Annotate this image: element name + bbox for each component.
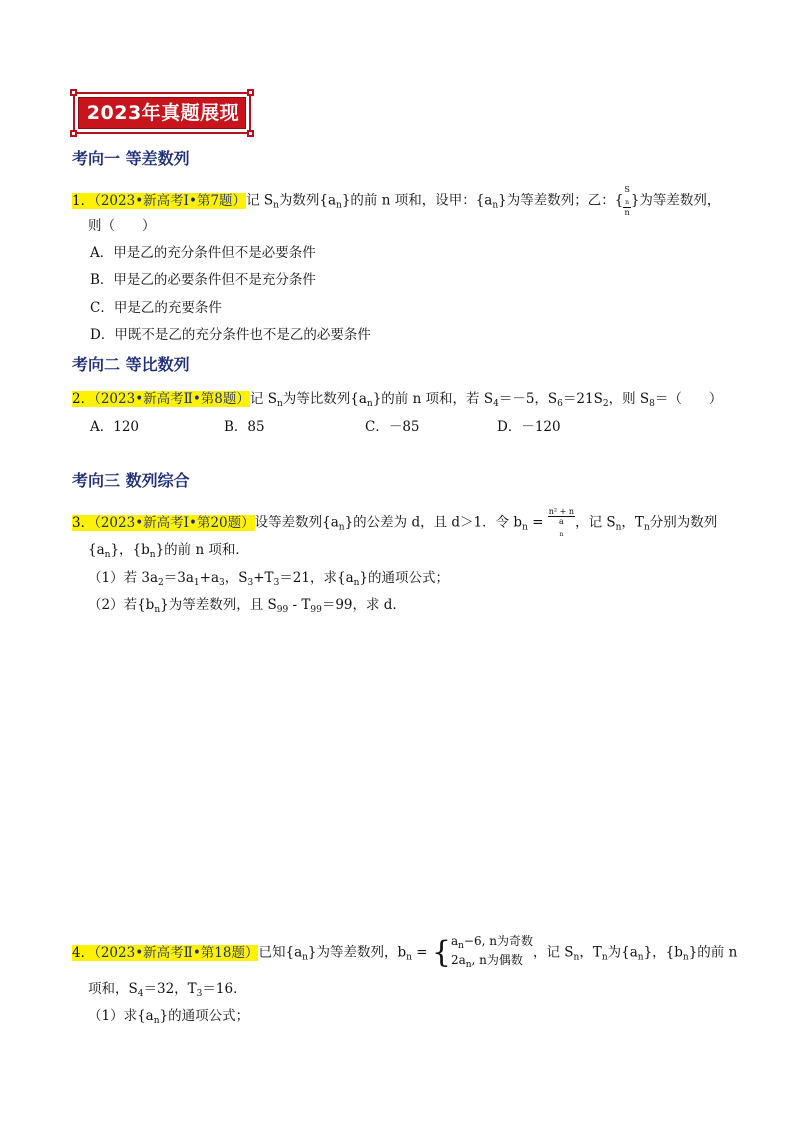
- section-title-1: 考向一 等差数列: [72, 149, 190, 168]
- question-3-part-2: （2）若$\{b_n\}$为等差数列，且 $S_{99} - T_{99}=99$，求 d．: [88, 597, 406, 615]
- question-1-source: 1．（2023•新高考Ⅰ•第7题）: [72, 192, 247, 209]
- section-banner: [73, 92, 251, 134]
- question-3-source: 3．（2023•新高考Ⅰ•第20题）: [72, 514, 255, 531]
- banner-corner-ornament: [70, 130, 77, 137]
- banner-title: 2023年真题展现: [86, 102, 240, 124]
- question-4-line2: 项和，$S_4=32$，$T_3=16$．: [88, 981, 247, 999]
- question-2-option-c: C．－85: [365, 419, 420, 435]
- question-1-option-a: A．甲是乙的充分条件但不是必要条件: [90, 245, 316, 261]
- question-2-option-d: D．－120: [497, 419, 561, 435]
- section-title-3: 考向三 数列综合: [72, 471, 190, 490]
- question-1-option-c: C．甲是乙的充要条件: [90, 300, 222, 316]
- question-1-stem: 1．（2023•新高考Ⅰ•第7题）记 $S_n$为数列$\{a_n\}$的前 n 项和，设甲：$\{a_n\}$为等差数列；乙：{ S $_n$ n }为等差数列，: [72, 185, 721, 217]
- question-4-source: 4．（2023•新高考Ⅱ•第18题）: [72, 944, 259, 961]
- question-2-source: 2．（2023•新高考Ⅱ•第8题）: [72, 391, 250, 407]
- question-2-option-b: B．85: [224, 419, 265, 435]
- question-4-stem: 4．（2023•新高考Ⅱ•第18题）已知$\{a_n\}$为等差数列，$b_n$ = { $a_n-6$, n为奇数 $2a_n$, n为偶数 ，记 $S_n$，$T_n$为$\{a_n\}$，$\{b_n\}$的前 n: [72, 934, 738, 970]
- section-title-2: 考向二 等比数列: [72, 355, 190, 374]
- banner-corner-ornament: [70, 89, 77, 96]
- fraction-sn-over-n: S $_n$ n: [624, 185, 630, 217]
- question-3-stem: 3．（2023•新高考Ⅰ•第20题）设等差数列$\{a_n\}$的公差为 d，且 d＞1．令 $b_n$ = n² + n a $_n$ ，记 $S_n$，$T_n$分别为数列: [72, 507, 718, 538]
- question-2-option-a: A．120: [90, 419, 140, 435]
- question-2-stem: 2．（2023•新高考Ⅱ•第8题）记 $S_n$为等比数列$\{a_n\}$的前 n 项和，若 $S_4=-5$，$S_6=21S_2$，则 $S_8=$（ ）: [72, 391, 723, 409]
- question-1-option-d: D．甲既不是乙的充分条件也不是乙的必要条件: [90, 327, 371, 343]
- banner-corner-ornament: [247, 89, 254, 96]
- piecewise-cases: $a_n-6$, n为奇数 $2a_n$, n为偶数: [450, 934, 533, 970]
- banner-corner-ornament: [247, 130, 254, 137]
- question-4-part-1: （1）求$\{a_n\}$的通项公式；: [88, 1008, 250, 1026]
- question-1-option-b: B．甲是乙的必要条件但不是充分条件: [90, 272, 316, 288]
- question-1-line2: 则（ ）: [88, 218, 156, 234]
- question-3-line2: $\{a_n\}$，$\{b_n\}$的前 n 项和．: [88, 542, 249, 560]
- question-3-part-1: （1）若 $3a_2=3a_1+a_3$，$S_3+T_3=21$，求$\{a_n\}$的通项公式；: [88, 570, 450, 588]
- fraction-bn-definition: n² + n a $_n$: [548, 507, 575, 538]
- banner-fill: [78, 97, 246, 129]
- piecewise-brace: {: [431, 935, 451, 970]
